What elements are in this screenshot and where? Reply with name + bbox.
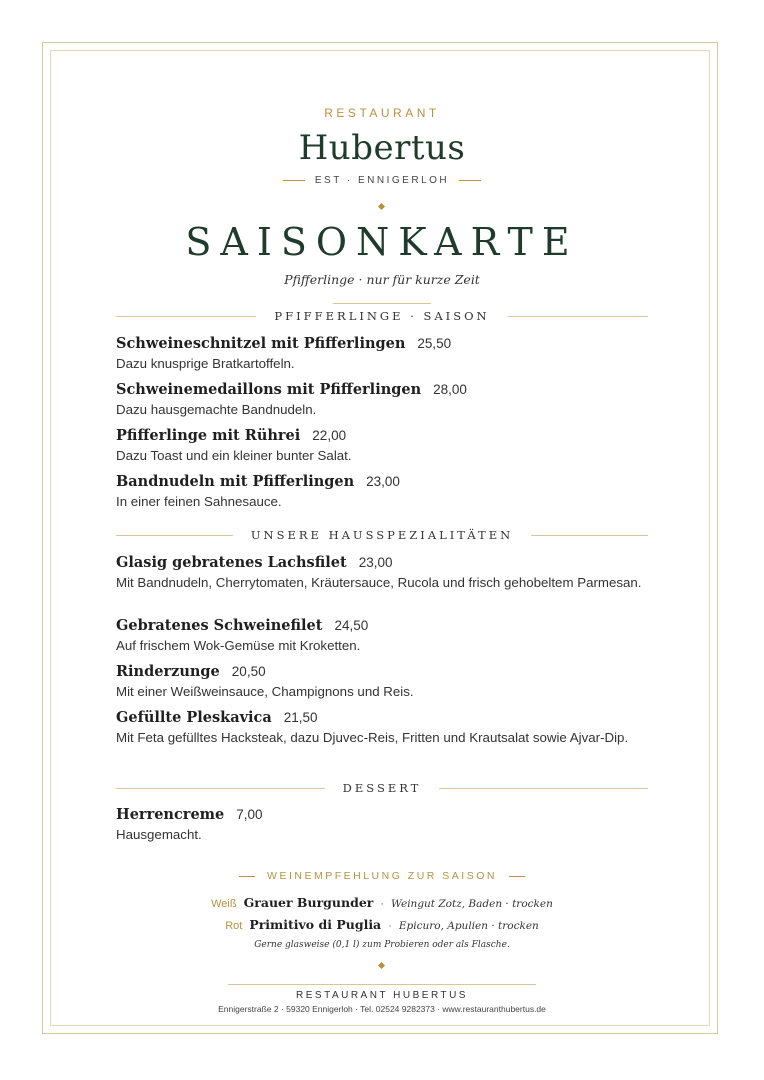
- item-price: 25,50: [417, 336, 452, 351]
- section-label: PFIFFERLINGE · SAISON: [274, 309, 490, 323]
- item-description: Hausgemacht.: [116, 827, 202, 842]
- section-heading: [116, 528, 648, 542]
- menu-item: [116, 617, 646, 654]
- item-name: Glasig gebratenes Lachsfilet: [116, 554, 347, 571]
- item-description: Dazu knusprige Bratkartoffeln.: [116, 356, 295, 371]
- est-text: EST · ENNIGERLOH: [314, 175, 450, 186]
- restaurant-eyebrow: RESTAURANT: [324, 106, 440, 120]
- title-rule: [333, 303, 431, 304]
- est-line: [0, 175, 764, 186]
- item-description: In einer feinen Sahnesauce.: [116, 494, 282, 509]
- item-description: Dazu Toast und ein kleiner bunter Salat.: [116, 448, 352, 463]
- footer-rule: [228, 984, 536, 985]
- wine-note: Gerne glasweise (0,1 l) zum Probieren oder als Flasche.: [254, 940, 510, 950]
- item-price: 23,00: [366, 474, 400, 489]
- item-description: Auf frischem Wok-Gemüse mit Kroketten.: [116, 638, 361, 653]
- brand-name: Hubertus: [298, 128, 466, 168]
- wine-item: [0, 917, 764, 932]
- item-price: 23,00: [358, 555, 393, 570]
- wine-name: Grauer Burgunder: [243, 895, 374, 910]
- item-price: 20,50: [231, 664, 266, 679]
- item-description: Mit Feta gefülltes Hacksteak, dazu Djuvec-Reis, Fritten und Krautsalat sowie Ajvar-Dip.: [116, 730, 629, 745]
- item-price: 22,00: [312, 428, 347, 443]
- item-price: 24,50: [334, 618, 369, 633]
- wine-separator: ·: [388, 920, 392, 932]
- item-name: Herrencreme: [116, 806, 225, 823]
- item-name: Rinderzunge: [116, 663, 220, 680]
- est-rule-left: [283, 180, 305, 181]
- item-name: Gefüllte Pleskavica: [116, 709, 272, 726]
- menu-item: [116, 335, 646, 372]
- menu-item: [116, 806, 646, 843]
- wine-item: [0, 895, 764, 910]
- item-description: Mit Bandnudeln, Cherrytomaten, Kräutersauce, Rucola und frisch gehobeltem Parmesan.: [116, 575, 642, 590]
- footer-address: Ennigerstraße 2 · 59320 Ennigerloh · Tel. 02524 9282373 · www.restauranthubertus.de: [218, 1004, 546, 1014]
- menu-item: [116, 709, 646, 746]
- footer-restaurant-name: RESTAURANT HUBERTUS: [296, 990, 468, 1001]
- item-description: Mit einer Weißweinsauce, Champignons und Reis.: [116, 684, 414, 699]
- section-heading: [116, 781, 648, 795]
- item-name: Gebratenes Schweinefilet: [116, 617, 323, 634]
- wine-type: Weiß: [211, 898, 237, 910]
- item-price: 21,50: [283, 710, 318, 725]
- menu-item: [116, 663, 646, 700]
- wine-separator: ·: [380, 898, 385, 910]
- item-price: 28,00: [433, 382, 467, 397]
- item-name: Bandnudeln mit Pfifferlingen: [116, 473, 355, 490]
- wine-heading: [0, 870, 764, 882]
- item-name: Schweinemedaillons mit Pfifferlingen: [116, 381, 422, 398]
- est-rule-right: [459, 180, 481, 181]
- wine-type: Rot: [225, 920, 243, 932]
- wine-name: Primitivo di Puglia: [249, 917, 382, 932]
- section-label: UNSERE HAUSSPEZIALITÄTEN: [250, 528, 514, 542]
- section-heading: [116, 309, 648, 323]
- item-name: Pfifferlinge mit Rührei: [116, 427, 301, 444]
- wine-origin: Epicuro, Apulien · trocken: [398, 920, 539, 932]
- page-subtitle: Pfifferlinge · nur für kurze Zeit: [284, 272, 480, 287]
- wine-origin: Weingut Zotz, Baden · trocken: [391, 898, 553, 910]
- page-title: SAISONKARTE: [185, 220, 579, 264]
- menu-item: [116, 473, 646, 510]
- item-description: Dazu hausgemachte Bandnudeln.: [116, 402, 317, 417]
- menu-item: [116, 381, 646, 418]
- item-price: 7,00: [236, 807, 263, 822]
- wine-heading-label: WEINEMPFEHLUNG ZUR SAISON: [267, 870, 497, 882]
- section-label: DESSERT: [342, 781, 422, 795]
- item-name: Schweineschnitzel mit Pfifferlingen: [116, 335, 406, 352]
- menu-item: [116, 427, 646, 464]
- menu-item: [116, 554, 646, 591]
